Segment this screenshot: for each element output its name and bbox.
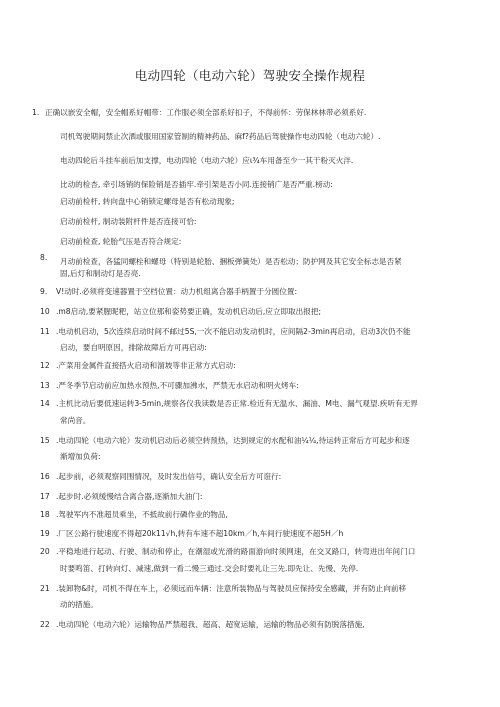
item-number: 11 bbox=[40, 327, 50, 336]
item-text: 启动前检杆, 转向盘中心销锁定螺母是否有松动现象; bbox=[60, 197, 235, 206]
item-text: 正确以嵌安全帽，安全帽系好帽带：工作服必须全部系好扣子，不得前怀：劳保林林带必须系好. bbox=[45, 108, 367, 117]
item-number: 16 bbox=[40, 472, 50, 481]
item-text: .起步时.必须缓慢结合离合器,逐渐加大油门: bbox=[56, 492, 203, 501]
item-text: V!动时.必须将变速器置于空档位置：动力机组离合器手柄置于分圆位置: bbox=[56, 287, 298, 296]
item-text: .电动四轮（电动六轮）发动机启动后必须空转预热，达到规定的水配和油¼¼,待运转正常后方可起步和逐 bbox=[56, 436, 410, 445]
item-text: .产菜用金属件直接搭火启动和溜坡等非正常方式启动: bbox=[56, 361, 236, 370]
page-title: 电动四轮（电动六轮）驾驶安全操作规程 bbox=[134, 68, 366, 83]
item-number: 15 bbox=[40, 436, 50, 445]
item-text: .厂区公路行驶速度不得超20k11√h,转有车速不超10km／h,车间行驶速度不超5H／h bbox=[56, 529, 344, 538]
item-text: .严冬季节启动前应加热水预热,不可骤加沸水，严禁无水启动和明火烤车: bbox=[56, 381, 299, 390]
item-text: 比动的检杏, 牵引场销的保险销是否插牢.牵引架是否小同.连接销广是否严重.榜动: bbox=[60, 180, 333, 189]
item-number: 17 bbox=[40, 492, 50, 501]
item-number: 9. bbox=[40, 287, 48, 296]
item-number: 21 bbox=[40, 584, 50, 593]
item-text: .主机比动后要低速运转3-5min,规察各仪我读数是否正常.检近有无温水、漏油、M电、漏气观望.疾听有无界 bbox=[56, 399, 418, 408]
item-text: .平稳地进行起动、行驶、制动和停止，在潮湿或光滑的路面游向时须网速，在交叉路口，转弯进出年间门口 bbox=[56, 547, 416, 556]
item-text: 时要鸣笛、打转向灯、减速,做到一看二慢三通过.交会时要礼让三先.即先让、先慢、先停. bbox=[60, 564, 359, 573]
item-number: 13 bbox=[40, 381, 50, 390]
item-number: 14 bbox=[40, 399, 50, 408]
item-text: 常尚音。 bbox=[60, 416, 91, 425]
item-text: .装卸物&时，司机不得在车上，必须远而车辆：注意所装物品与驾驶员应保持安全感藏，并有防止向前移 bbox=[56, 584, 407, 593]
item-text: 启动前检查, 轮胎气压是否符合规定: bbox=[60, 237, 182, 246]
item-number: 10 bbox=[40, 307, 50, 316]
item-text: 动的措施。 bbox=[60, 600, 98, 609]
item-text: 司机驾驶期间禁止次洒或服用国家管制的精神药品、麻f?药品后驾驶操作电动四轮（电动六轮）. bbox=[60, 132, 381, 141]
item-text: .电动机启动，5次连续启动时间不邮过5S,一次不能启动发动机时，应间隔2-3min再启动，启动3次仍不能 bbox=[56, 327, 411, 336]
item-text: .驾驶军内不准超员乘坐，不抵故前行磷作业的物品, bbox=[56, 510, 228, 519]
item-text: 月动前检查，各猛同螺栓和螺母（特别是轮胎、捆板弹簧处）是否松动；防护网及其它安全标志是否紧 bbox=[60, 257, 402, 266]
item-text: 渐增加负荷: bbox=[60, 452, 101, 461]
item-text: .起步前，必须观察同围情况，及时发出信号，确认安全后方可诳行: bbox=[56, 472, 282, 481]
item-text: 固,后灯和制动灯是否亮. bbox=[60, 269, 141, 278]
item-number: 1. bbox=[32, 108, 40, 117]
item-text: .m8启动,要紧腥昵粑，站立位那和姿势要正确，发动机启动后,应立即取出报把; bbox=[56, 307, 322, 316]
item-text: 启动前检杆, 制动装附杆件是否连接可恰: bbox=[60, 217, 197, 226]
item-number: 22 bbox=[40, 620, 50, 629]
item-number: 18 bbox=[40, 510, 50, 519]
item-text: .电动四轮（电动六轮）运输物品严禁超我、超高、超宽运输，运输的物品必须有防脱落措施, bbox=[56, 620, 365, 629]
item-number: 8. bbox=[40, 253, 48, 262]
item-number: 12 bbox=[40, 361, 50, 370]
item-number: 19 bbox=[40, 529, 50, 538]
item-number: 20 bbox=[40, 547, 50, 556]
item-text: 启动，要自明原因，排除故障后方可再启动: bbox=[60, 343, 207, 352]
item-text: 电动四轮后斗挂车前后加支撑，电动四轮（电动六轮）应ι¾车用备至少一其干粉灭火泮. bbox=[60, 156, 354, 165]
